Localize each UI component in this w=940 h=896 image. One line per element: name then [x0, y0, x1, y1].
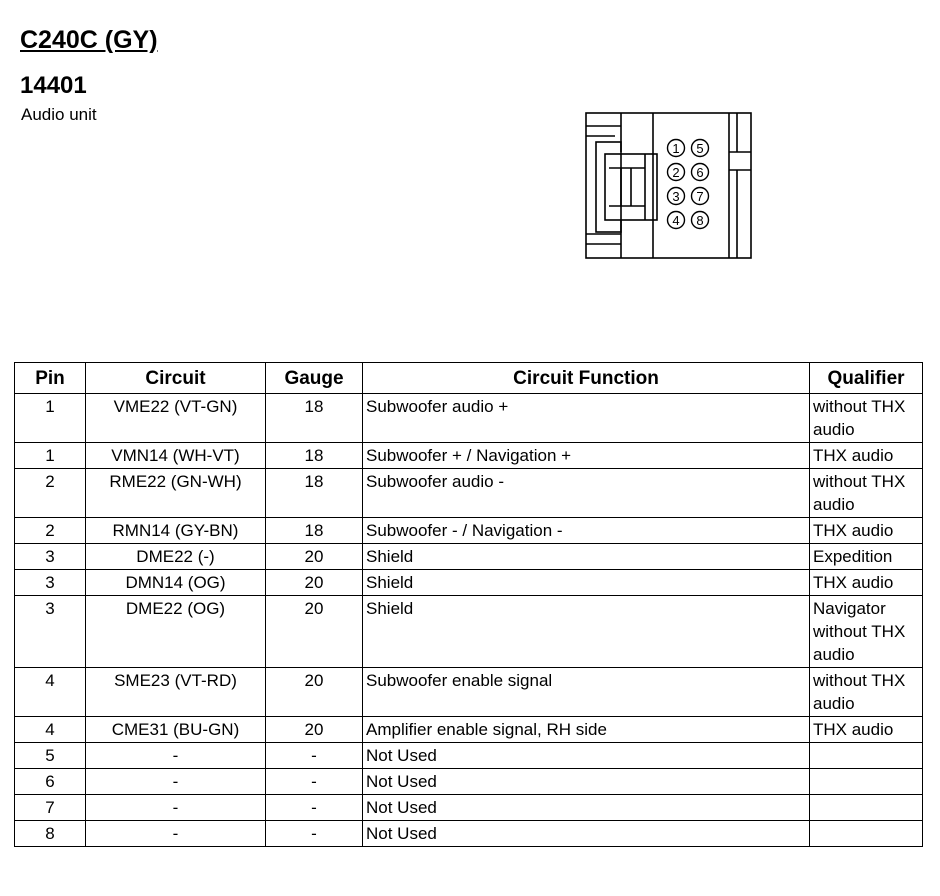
table-row — [15, 717, 923, 743]
cell-gauge: 18 — [266, 469, 363, 518]
cell-qualifier: Navigator without THX audio — [810, 596, 923, 668]
cell-pin: 3 — [15, 570, 86, 596]
cell-circuit: DMN14 (OG) — [86, 570, 266, 596]
cell-gauge: - — [266, 769, 363, 795]
cell-circuit: - — [86, 769, 266, 795]
table-row — [15, 570, 923, 596]
cell-gauge: 18 — [266, 394, 363, 443]
table-header-row — [15, 363, 923, 394]
cell-function: Subwoofer audio + — [363, 394, 810, 443]
cell-gauge: 20 — [266, 570, 363, 596]
cell-gauge: 18 — [266, 518, 363, 544]
table-row — [15, 443, 923, 469]
cell-circuit: VME22 (VT-GN) — [86, 394, 266, 443]
table-row — [15, 668, 923, 717]
cell-qualifier: without THX audio — [810, 394, 923, 443]
part-name: Audio unit — [21, 105, 97, 124]
cell-function: Subwoofer enable signal — [363, 668, 810, 717]
cell-gauge: - — [266, 743, 363, 769]
pin-label-7: 7 — [696, 189, 704, 204]
table-row — [15, 743, 923, 769]
cell-circuit: DME22 (OG) — [86, 596, 266, 668]
cell-pin: 1 — [15, 394, 86, 443]
cell-function: Subwoofer - / Navigation - — [363, 518, 810, 544]
cell-qualifier — [810, 795, 923, 821]
cell-qualifier: THX audio — [810, 443, 923, 469]
table-row — [15, 544, 923, 570]
cell-function: Shield — [363, 570, 810, 596]
cell-circuit: - — [86, 743, 266, 769]
pin-label-5: 5 — [696, 141, 704, 156]
table-row — [15, 518, 923, 544]
cell-circuit: - — [86, 795, 266, 821]
connector-id-title: C240C (GY) — [20, 26, 158, 54]
cell-qualifier — [810, 821, 923, 847]
cell-pin: 7 — [15, 795, 86, 821]
cell-pin: 6 — [15, 769, 86, 795]
table-row — [15, 821, 923, 847]
cell-circuit: SME23 (VT-RD) — [86, 668, 266, 717]
cell-circuit: - — [86, 821, 266, 847]
connector-face-diagram — [585, 112, 753, 260]
table-row — [15, 394, 923, 443]
cell-qualifier: without THX audio — [810, 668, 923, 717]
pin-label-6: 6 — [696, 165, 704, 180]
cell-circuit: RMN14 (GY-BN) — [86, 518, 266, 544]
column-header-circuit: Circuit — [86, 363, 266, 394]
cell-pin: 2 — [15, 469, 86, 518]
table-row — [15, 469, 923, 518]
column-header-function: Circuit Function — [363, 363, 810, 394]
cell-pin: 3 — [15, 544, 86, 570]
pin-table — [14, 362, 923, 847]
cell-function: Not Used — [363, 769, 810, 795]
cell-pin: 5 — [15, 743, 86, 769]
table-row — [15, 795, 923, 821]
cell-gauge: - — [266, 821, 363, 847]
cell-pin: 4 — [15, 717, 86, 743]
table-row — [15, 596, 923, 668]
cell-qualifier: Expedition — [810, 544, 923, 570]
cell-pin: 1 — [15, 443, 86, 469]
cell-circuit: CME31 (BU-GN) — [86, 717, 266, 743]
cell-function: Amplifier enable signal, RH side — [363, 717, 810, 743]
part-number: 14401 — [20, 72, 87, 99]
column-header-gauge: Gauge — [266, 363, 363, 394]
cell-pin: 2 — [15, 518, 86, 544]
cell-gauge: 18 — [266, 443, 363, 469]
pin-label-4: 4 — [672, 213, 680, 228]
cell-qualifier — [810, 769, 923, 795]
pin-label-1: 1 — [672, 141, 680, 156]
cell-function: Not Used — [363, 795, 810, 821]
cell-function: Subwoofer + / Navigation + — [363, 443, 810, 469]
cell-gauge: 20 — [266, 668, 363, 717]
pin-label-8: 8 — [696, 213, 704, 228]
cell-qualifier: THX audio — [810, 717, 923, 743]
column-header-pin: Pin — [15, 363, 86, 394]
cell-gauge: 20 — [266, 717, 363, 743]
cell-function: Not Used — [363, 821, 810, 847]
cell-pin: 8 — [15, 821, 86, 847]
pin-label-3: 3 — [672, 189, 680, 204]
pin-label-2: 2 — [672, 165, 680, 180]
cell-gauge: 20 — [266, 596, 363, 668]
cell-function: Subwoofer audio - — [363, 469, 810, 518]
cell-gauge: 20 — [266, 544, 363, 570]
cell-circuit: RME22 (GN-WH) — [86, 469, 266, 518]
cell-qualifier: without THX audio — [810, 469, 923, 518]
cell-function: Shield — [363, 596, 810, 668]
cell-function: Shield — [363, 544, 810, 570]
cell-function: Not Used — [363, 743, 810, 769]
cell-circuit: DME22 (-) — [86, 544, 266, 570]
table-row — [15, 769, 923, 795]
cell-pin: 4 — [15, 668, 86, 717]
cell-qualifier: THX audio — [810, 570, 923, 596]
cell-qualifier — [810, 743, 923, 769]
cell-pin: 3 — [15, 596, 86, 668]
cell-qualifier: THX audio — [810, 518, 923, 544]
cell-circuit: VMN14 (WH-VT) — [86, 443, 266, 469]
cell-gauge: - — [266, 795, 363, 821]
column-header-qualifier: Qualifier — [810, 363, 923, 394]
